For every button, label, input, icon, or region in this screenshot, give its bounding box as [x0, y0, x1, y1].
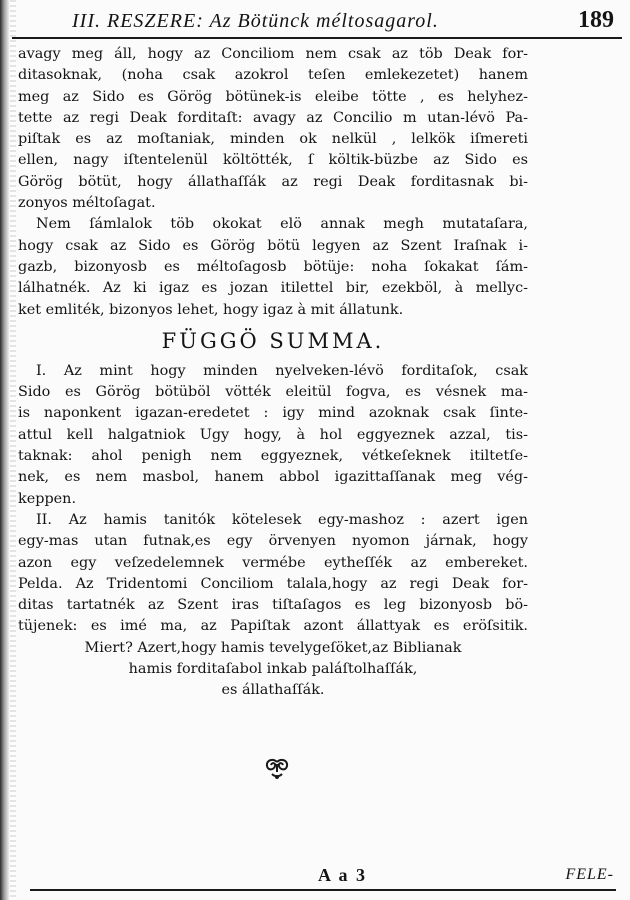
text-line: I. Az mint hogy minden nyelveken-lévö forditaſok, csak [36, 362, 528, 379]
bottom-rule [30, 889, 616, 891]
closing-line: hamis forditaſabol inkab paláſtolhaſſák, [128, 661, 418, 678]
page-body [18, 44, 528, 702]
catchword: FELE- [565, 866, 614, 883]
text-line: avagy meg áll, hogy az Conciliom nem csak az töb Deak for- [18, 46, 528, 62]
text-line: taknak: ahol penigh nem eggyeznek, vétkeſeknek itiltetſe- [18, 448, 528, 465]
text-line: Görög bötüt, hogy állathaſſák az regi Deak forditasnak bi- [18, 173, 528, 190]
page-number: 189 [578, 7, 614, 33]
text-line: ditas tartatnék az Szent iras tiſtaſagos es leg bizonyosb bö- [18, 597, 528, 614]
text-line: ditasoknak, (noha csak azokrol teſen emlekezetet) hanem [18, 67, 528, 84]
closing-line: Miert? Azert,hogy hamis tevelygeſöket,az Biblianak [84, 639, 462, 656]
text-line: tüjenek: es imé ma, az Papiſtak azont állattyak es eröſsitik. [18, 618, 528, 635]
text-line: azon egy veſzedelemnek vermébe eytheſſék az embereket. [18, 554, 528, 571]
running-head [14, 7, 620, 35]
fleuron-ornament-icon [262, 758, 292, 780]
text-line: tette az regi Deak forditaſt: avagy az Concilio m utan-lévö Pa- [18, 109, 528, 126]
text-line: Nem ſámlalok töb okokat elö annak megh mutataſara, [36, 216, 528, 233]
signature-mark: A a 3 [318, 865, 368, 885]
text-line: ellen, nagy iſtentelenül költötték, ſ költik-büzbe az Sido es [18, 152, 528, 169]
section-heading: FÜGGÖ SUMMA. [161, 328, 385, 353]
text-line: Sido es Görög bötüböl vötték eleitül fogva, es vésnek ma- [18, 384, 528, 401]
text-line: Pelda. Az Tridentomi Conciliom talala,hogy az regi Deak for- [18, 575, 528, 592]
text-line: is naponkent igazan-eredetet : igy mind azoknak csak ſinte- [18, 405, 528, 422]
text-line: meg az Sido es Görög bötünek-is eleibe tötte , es helyhez- [18, 88, 528, 105]
text-line: attul kell halgatniok Ugy hogy, à hol eggyeznek azzal, tis- [18, 426, 528, 443]
text-line: egy-mas utan futnak,es egy örvenyen nyomon járnak, hogy [18, 533, 528, 550]
text-line: hogy csak az Sido es Görög bötü legyen az Szent Iraſnak i- [18, 237, 528, 254]
text-line: lálhatnék. Az ki igaz es jozan itilettel bir, ezekböl, à mellyc- [18, 280, 528, 297]
closing-line: es állathaſſák. [221, 682, 325, 699]
text-line: nek, es nem masbol, hanem abbol igazittaſſanak meg vég- [18, 469, 528, 486]
text-line: ket emliték, bizonyos lehet, hogy igaz à mit állatunk. [18, 301, 404, 318]
text-line: zonyos méltoſagat. [18, 195, 156, 212]
scan-edge-shadow [10, 0, 16, 900]
text-line: keppen. [18, 490, 77, 507]
text-line: II. Az hamis tanitók kötelesek egy-mashoz : azert igen [36, 511, 528, 528]
text-line: gazb, bizonyosb es méltoſagosb bötüje: noha ſokakat ſám- [18, 258, 528, 275]
top-rule [12, 37, 622, 39]
running-head-title: III. RESZERE: Az Bötünck méltosagarol. [72, 10, 439, 32]
text-line: piſtak es az moſtaniak, minden ok nelkül , lelkök iſmereti [18, 131, 528, 148]
